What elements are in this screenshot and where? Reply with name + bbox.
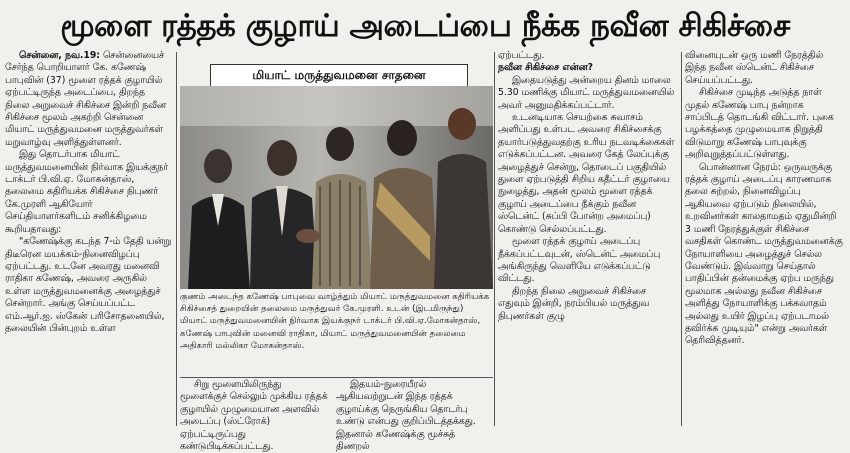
paragraph: மூளை ரத்தக் குழாய் அடைப்பு நீக்கப்பட்டவுடன், ஸ்டென்ட் அமைப்பு அங்கிருந்து வெளியே எடுக்கப்பட்டு விட்டது.	[498, 236, 661, 285]
paragraph: "கணேஷ்க்கு கடந்த 7-ம் தேதி யன்று திடீரென மயக்கம்-நினைவிழப்பு ஏற்பட்டது. உடனே அவரது மனைவி ராதிகா கணேஷ், அவரை அருகில் உள்ள மருத்துவமனைக்கு அழைத்துச் சென்றார். அங்கு செய்யப்பட்ட எம்.ஆர்.ஐ. ஸ்கேன் பரிசோதனையில், தலையின் பின்புறம் உள்ள	[5, 236, 172, 334]
paragraph: திறந்த நிலை அறுவைச் சிகிச்சை எதுவும் இன்றி, நரம்பியல் மருத்துவ நிபுணர்கள் குழு	[498, 285, 650, 322]
paragraph: சிறு மூளையிலிருந்து மூளைக்குச் செல்லும் முக்கிய ரத்தக் குழாயில் முழுமையான அளவில் அடைப்பு (ஸ்ட்ரோக்) ஏற்பட்டிருப்பது கண்டுபிடிக்கப்பட்டது.	[180, 379, 328, 453]
paragraph: இதயம்-நுரையீரல் ஆகியவற்றுடன் இந்த ரத்தக் குழாய்க்கு நெருங்கிய தொடர்பு உண்டு என்பது குறிப்பிடத்தக்கது. இதனால் கணேஷ்க்கு மூச்சுத் திணறல்	[336, 379, 476, 453]
article-column-right-1	[498, 50, 676, 428]
article-column-mid-b	[336, 379, 489, 453]
paragraph: சென்னையைச் சேர்ந்த பொறியாளர் கே. கணேஷ் பாபுவின் (37) மூளை ரத்தக் குழாயில் ஏற்பட்டிருந்த அடைப்பை, திறந்த நிலை அறுவைச் சிகிச்சை இன்றி நவீன சிகிச்சை மூலம் அகற்றி சென்னை மியாட் மருத்துவமனை மருத்துவர்கள் மறுவாழ்வு அளித்துள்ளனர்.	[5, 50, 166, 148]
article-column-mid-a	[180, 379, 330, 453]
paragraph: இது தொடர்பாக மியாட் மருத்துவமனையின் நிர்வாக இயக்குநர் டாக்டர் பி.வி.ஏ. மோகன்தாஸ், தலைமை கதிரியக்க சிகிச்சை நிபுணர் கே.முரளி ஆகியோர் செய்தியாளர்களிடம் சனிக்கிழமை கூறியதாவது:	[5, 149, 169, 235]
column-rule	[494, 52, 495, 426]
article-column-right-2	[685, 50, 845, 428]
paragraph: வினையுடன் ஒரு மணி நேரத்தில் இந்த நவீன ஸ்டென்ட் சிகிச்சை செய்யப்பட்டது.	[685, 50, 824, 86]
section-subheading: நவீன சிகிச்சை என்ன?	[498, 62, 594, 74]
photo-caption: குணம் அடைந்த கணேஷ் பாபுவை வாழ்த்தும் மியாட் மருத்துவமனை கதிரியக்க சிகிச்சைத் துறையின் தலைமை மருத்துவர் கே.முரளி. உடன் (இடமிருந்து) மியாட் மருத்துவமனையின் நிர்வாக இயக்குநர் டாக்டர் பி.வி.ஏ.மோகன்தாஸ், கணேஷ் பாபுவின் மனைவி ராதிகா, மியாட் மருத்துவமனையின் தலைமை அதிகாரி மல்லிகா மோகன்தாஸ்.	[180, 292, 490, 351]
caption-rule	[180, 377, 493, 378]
headline: மூளை ரத்தக் குழாய் அடைப்பை நீக்க நவீன சிகிச்சை	[60, 8, 790, 44]
paragraph: ஏற்பட்டது.	[498, 50, 545, 61]
news-photo	[180, 86, 493, 289]
dateline: சென்னை, நவ.19:	[19, 50, 101, 61]
paragraph: உடனடியாக செயற்கை சுவாசம் அளிப்பது உள்பட அவரை சிகிச்சைக்கு தயார்படுத்துவதற்கு உரிய நடவடிக்கைகள் எடுக்கப்பட்டன. அவரை கேத் லேப்புக்கு அழைத்துச் சென்று, தொடைப் பகுதியில் துளை ஏற்படுத்தி சிறிய கதீட்டர் குழாயை நுழைத்து, அதன் மூலம் மூளை ரத்தக் குழாய் அடைப்பை நீக்கும் நவீன ஸ்டென்ட் (சுப்பி போன்ற அமைப்பு) கொண்டு செல்லப்பட்டது.	[498, 112, 675, 235]
paragraph: சிகிச்சை முடிந்த அடுத்த நாள் முதல் கணேஷ் பாபு நன்றாக சாப்பிடத் தொடங்கி விட்டார். புகை பழக்கத்தை முழுமையாக நிறுத்தி விடுமாறு கணேஷ் பாபுவுக்கு அறிவுறுத்தப்பட்டுள்ளது.	[685, 87, 834, 161]
paragraph: பொன்னான நேரம்: ஒருவருக்கு ரத்தக் குழாய் அடைப்பு காரணமாக தலை சுற்றல், நினைவிழப்பு ஆகியவை ஏற்படும் நிலையில், உறவினர்கள் காலதாமதம் ஏதுமின்றி 3 மணி நேரத்துக்குள் சிகிச்சை வசதிகள் கொண்ட மருத்துவமனைக்கு நோயாளியை அழைத்துச் செல்ல வேண்டும். இவ்வாறு செய்தால் பாதிப்பின் தன்மைக்கு ஏற்ப மருந்து மூலமாக அல்லது நவீன சிகிச்சை அளித்து நோயாளிக்கு பக்கவாதம் அல்லது உயிர் இழப்பு ஏற்படாமல் தவிர்க்க முடியும்" என்று அவர்கள் தெரிவித்தனர்.	[685, 161, 843, 347]
subhead-banner: மியாட் மருத்துவமனை சாதனை	[210, 64, 468, 87]
column-rule	[176, 52, 177, 426]
paragraph: இதையடுத்து அன்றைய தினம் மாலை 5.30 மணிக்கு மியாட் மருத்துவமனையில் அவர் அனுமதிக்கப்பட்டார்.	[498, 74, 675, 111]
column-rule	[681, 52, 682, 426]
article-column-left	[5, 50, 172, 428]
